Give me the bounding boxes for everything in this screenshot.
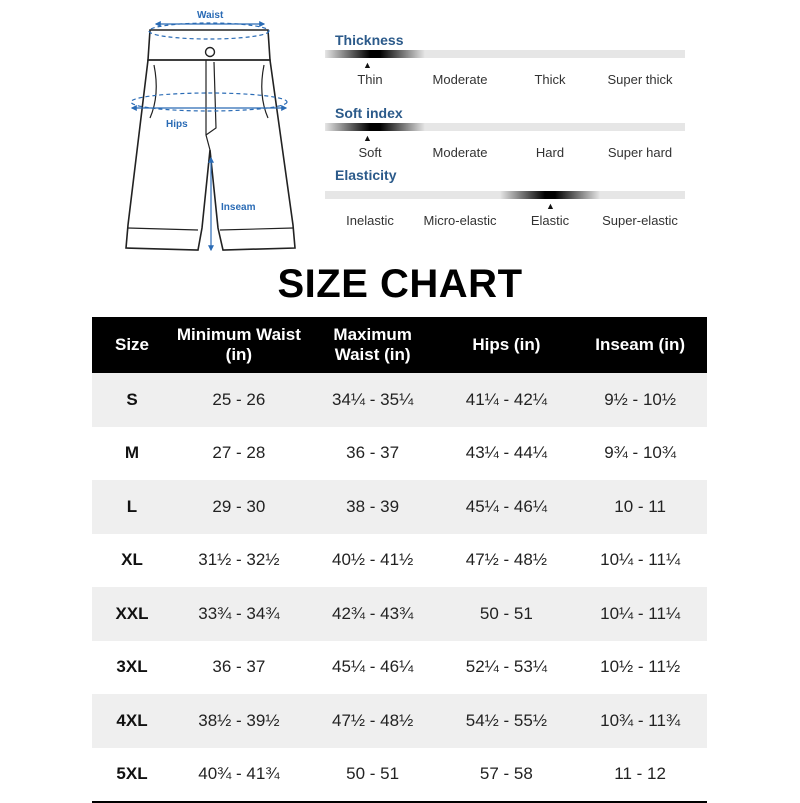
min-waist-cell: 29 - 30	[172, 480, 306, 534]
hips-cell: 43¼ - 44¼	[440, 427, 574, 481]
header-maximum-waist: Maximum Waist (in)	[306, 317, 440, 373]
thickness-marker-icon: ▲	[363, 60, 372, 70]
inseam-cell: 10¾ - 11¾	[573, 694, 707, 748]
min-waist-cell: 36 - 37	[172, 641, 306, 695]
hips-cell: 50 - 51	[440, 587, 574, 641]
soft-index-block	[325, 105, 685, 160]
min-waist-cell: 31½ - 32½	[172, 534, 306, 588]
max-waist-cell: 40½ - 41½	[306, 534, 440, 588]
inseam-label: Inseam	[221, 202, 256, 213]
soft-index-options	[325, 145, 685, 160]
elasticity-title: Elasticity	[335, 167, 397, 183]
thickness-option-moderate: Moderate	[432, 72, 488, 87]
inseam-cell: 11 - 12	[573, 748, 707, 803]
thickness-options	[325, 72, 685, 87]
soft-index-option-moderate: Moderate	[432, 145, 488, 160]
size-cell: 5XL	[92, 748, 172, 803]
hips-label: Hips	[166, 119, 188, 130]
shorts-illustration	[110, 0, 310, 265]
hips-cell: 54½ - 55½	[440, 694, 574, 748]
size-chart-table	[92, 317, 707, 803]
elasticity-block	[325, 167, 685, 228]
min-waist-cell: 25 - 26	[172, 373, 306, 427]
max-waist-cell: 50 - 51	[306, 748, 440, 803]
hips-cell: 47½ - 48½	[440, 534, 574, 588]
size-cell: L	[92, 480, 172, 534]
table-row	[92, 373, 707, 427]
table-row	[92, 480, 707, 534]
header-inseam: Inseam (in)	[573, 317, 707, 373]
elasticity-option-micro-elastic: Micro-elastic	[423, 213, 497, 228]
thickness-option-super-thick: Super thick	[607, 72, 673, 87]
max-waist-cell: 36 - 37	[306, 427, 440, 481]
inseam-cell: 9½ - 10½	[573, 373, 707, 427]
hips-cell: 52¼ - 53¼	[440, 641, 574, 695]
soft-index-marker-icon: ▲	[363, 133, 372, 143]
size-cell: 4XL	[92, 694, 172, 748]
soft-index-option-super-hard: Super hard	[607, 145, 673, 160]
inseam-cell: 10 - 11	[573, 480, 707, 534]
inseam-cell: 10½ - 11½	[573, 641, 707, 695]
waist-label: Waist	[197, 10, 224, 21]
elasticity-option-elastic: Elastic	[530, 213, 570, 228]
size-cell: XL	[92, 534, 172, 588]
header-hips: Hips (in)	[440, 317, 574, 373]
table-row	[92, 427, 707, 481]
elasticity-bar	[325, 191, 685, 199]
elasticity-marker-icon: ▲	[546, 201, 555, 211]
table-row	[92, 587, 707, 641]
size-cell: M	[92, 427, 172, 481]
thickness-bar	[325, 50, 685, 58]
table-row	[92, 534, 707, 588]
max-waist-cell: 42¾ - 43¾	[306, 587, 440, 641]
inseam-cell: 10¼ - 11¼	[573, 587, 707, 641]
soft-index-title: Soft index	[335, 105, 403, 121]
table-row	[92, 641, 707, 695]
elasticity-option-super-elastic: Super-elastic	[602, 213, 678, 228]
min-waist-cell: 33¾ - 34¾	[172, 587, 306, 641]
thickness-title: Thickness	[335, 32, 404, 48]
thickness-block	[325, 32, 685, 87]
elasticity-option-inelastic: Inelastic	[346, 213, 394, 228]
elasticity-options	[325, 213, 685, 228]
table-header-row	[92, 317, 707, 373]
inseam-cell: 10¼ - 11¼	[573, 534, 707, 588]
hips-cell: 41¼ - 42¼	[440, 373, 574, 427]
max-waist-cell: 34¼ - 35¼	[306, 373, 440, 427]
hips-cell: 57 - 58	[440, 748, 574, 803]
hips-cell: 45¼ - 46¼	[440, 480, 574, 534]
soft-index-option-soft: Soft	[358, 145, 382, 160]
max-waist-cell: 47½ - 48½	[306, 694, 440, 748]
size-cell: 3XL	[92, 641, 172, 695]
soft-index-bar	[325, 123, 685, 131]
size-cell: XXL	[92, 587, 172, 641]
table-row	[92, 694, 707, 748]
min-waist-cell: 27 - 28	[172, 427, 306, 481]
header-minimum-waist: Minimum Waist (in)	[172, 317, 306, 373]
size-chart-title: SIZE CHART	[277, 262, 523, 306]
thickness-option-thick: Thick	[534, 72, 566, 87]
min-waist-cell: 40¾ - 41¾	[172, 748, 306, 803]
min-waist-cell: 38½ - 39½	[172, 694, 306, 748]
table-row	[92, 748, 707, 803]
thickness-option-thin: Thin	[357, 72, 383, 87]
size-cell: S	[92, 373, 172, 427]
max-waist-cell: 38 - 39	[306, 480, 440, 534]
soft-index-option-hard: Hard	[535, 145, 565, 160]
header-size: Size	[92, 317, 172, 373]
inseam-cell: 9¾ - 10¾	[573, 427, 707, 481]
max-waist-cell: 45¼ - 46¼	[306, 641, 440, 695]
